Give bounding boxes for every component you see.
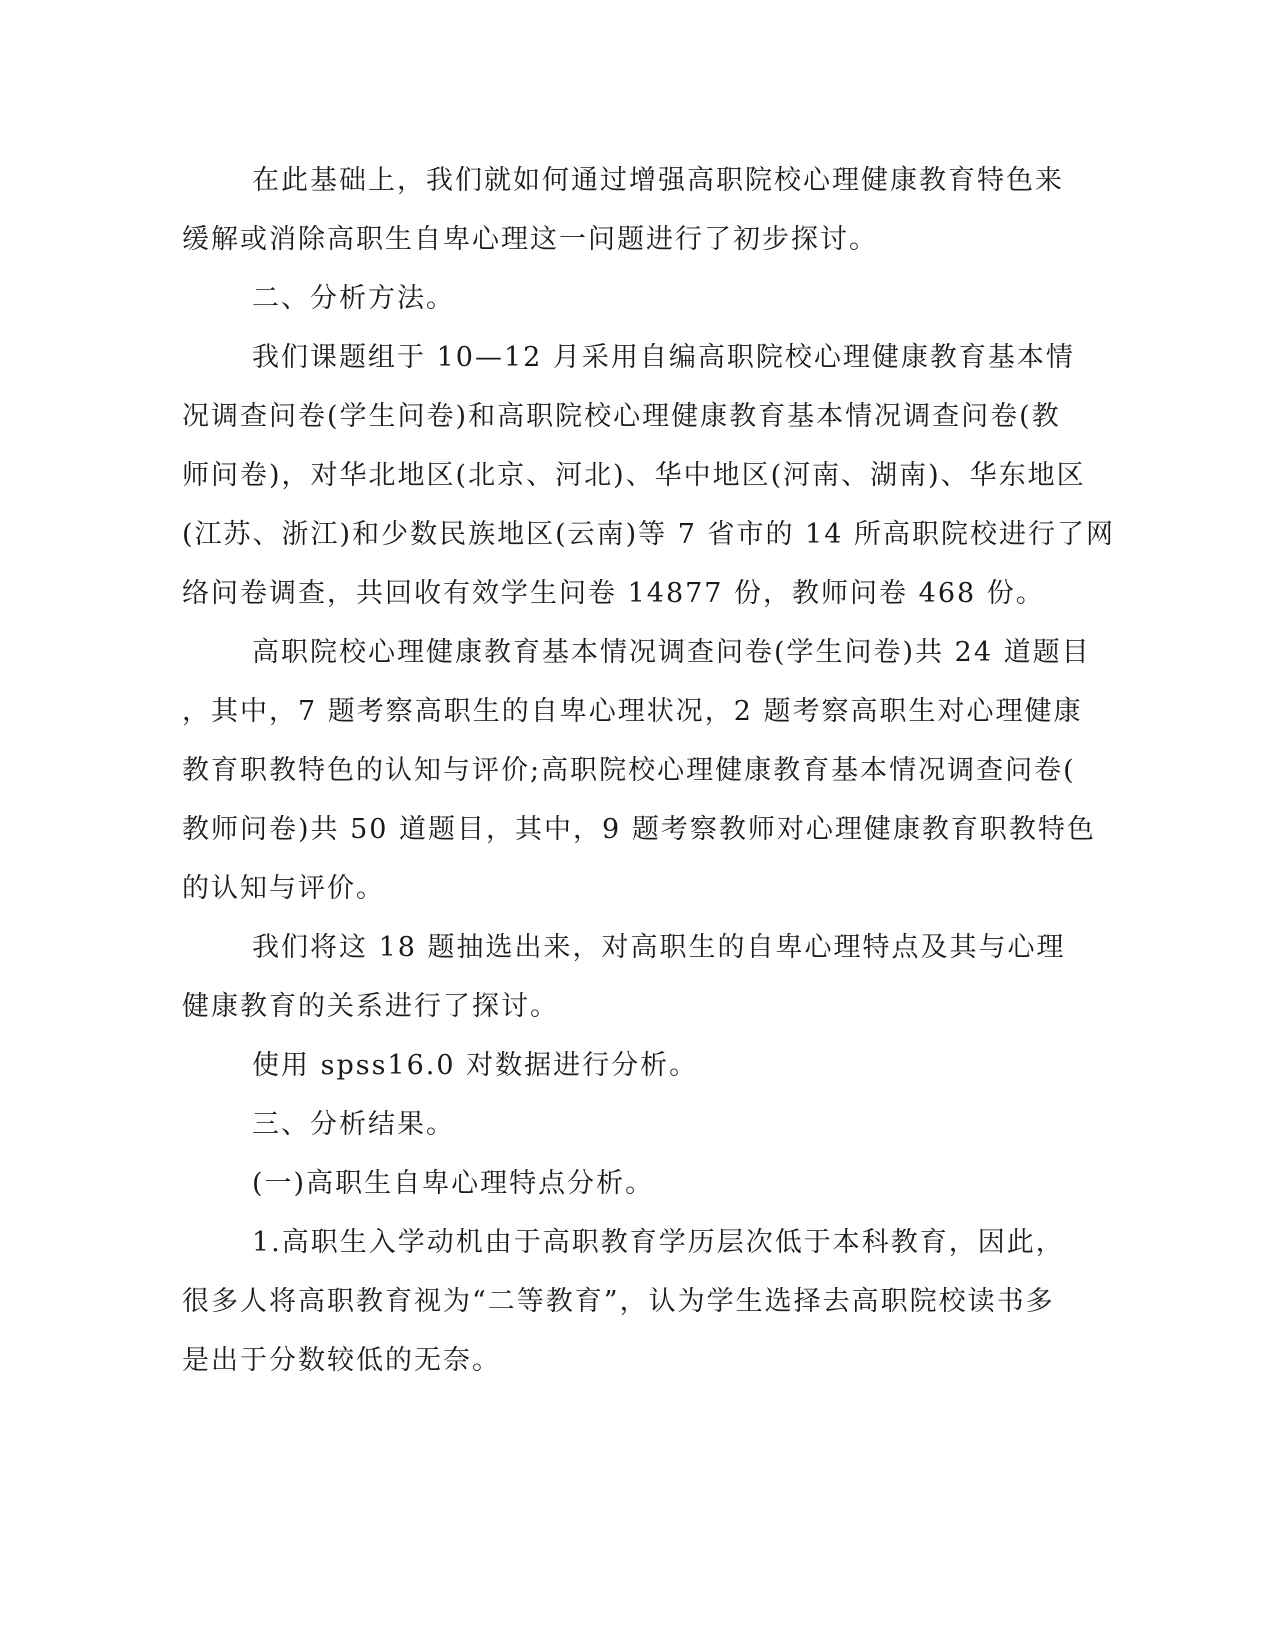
text-line: 况调查问卷(学生问卷)和高职院校心理健康教育基本情况调查问卷(教 bbox=[182, 401, 1061, 432]
text-line: 在此基础上，我们就如何通过增强高职院校心理健康教育特色来 bbox=[252, 165, 1064, 196]
text-line: 教育职教特色的认知与评价;高职院校心理健康教育基本情况调查问卷( bbox=[182, 755, 1076, 786]
text-line: 络问卷调查，共回收有效学生问卷 14877 份，教师问卷 468 份。 bbox=[182, 578, 1045, 609]
section-heading: 三、分析结果。 bbox=[252, 1109, 455, 1140]
text-line: 我们将这 18 题抽选出来，对高职生的自卑心理特点及其与心理 bbox=[252, 932, 1066, 963]
subsection-heading: (一)高职生自卑心理特点分析。 bbox=[252, 1168, 655, 1199]
text-line: 缓解或消除高职生自卑心理这一问题进行了初步探讨。 bbox=[182, 224, 878, 255]
text-line: 使用 spss16.0 对数据进行分析。 bbox=[252, 1050, 699, 1081]
section-heading: 二、分析方法。 bbox=[252, 283, 455, 314]
text-line: 健康教育的关系进行了探讨。 bbox=[182, 991, 559, 1022]
text-line: (江苏、浙江)和少数民族地区(云南)等 7 省市的 14 所高职院校进行了网 bbox=[182, 519, 1115, 550]
text-line: 很多人将高职教育视为“二等教育”，认为学生选择去高职院校读书多 bbox=[182, 1286, 1055, 1317]
text-line: 教师问卷)共 50 道题目，其中，9 题考察教师对心理健康教育职教特色 bbox=[182, 814, 1096, 845]
text-line: 高职院校心理健康教育基本情况调查问卷(学生问卷)共 24 道题目 bbox=[252, 637, 1091, 668]
text-line: 是出于分数较低的无奈。 bbox=[182, 1345, 501, 1376]
text-line: 师问卷)，对华北地区(北京、河北)、华中地区(河南、湖南)、华东地区 bbox=[182, 460, 1086, 491]
text-line: 1.高职生入学动机由于高职教育学历层次低于本科教育，因此， bbox=[252, 1227, 1065, 1258]
text-line: 的认知与评价。 bbox=[182, 873, 385, 904]
text-line: 我们课题组于 10—12 月采用自编高职院校心理健康教育基本情 bbox=[252, 342, 1075, 373]
text-line: ，其中，7 题考察高职生的自卑心理状况，2 题考察高职生对心理健康 bbox=[182, 696, 1083, 727]
